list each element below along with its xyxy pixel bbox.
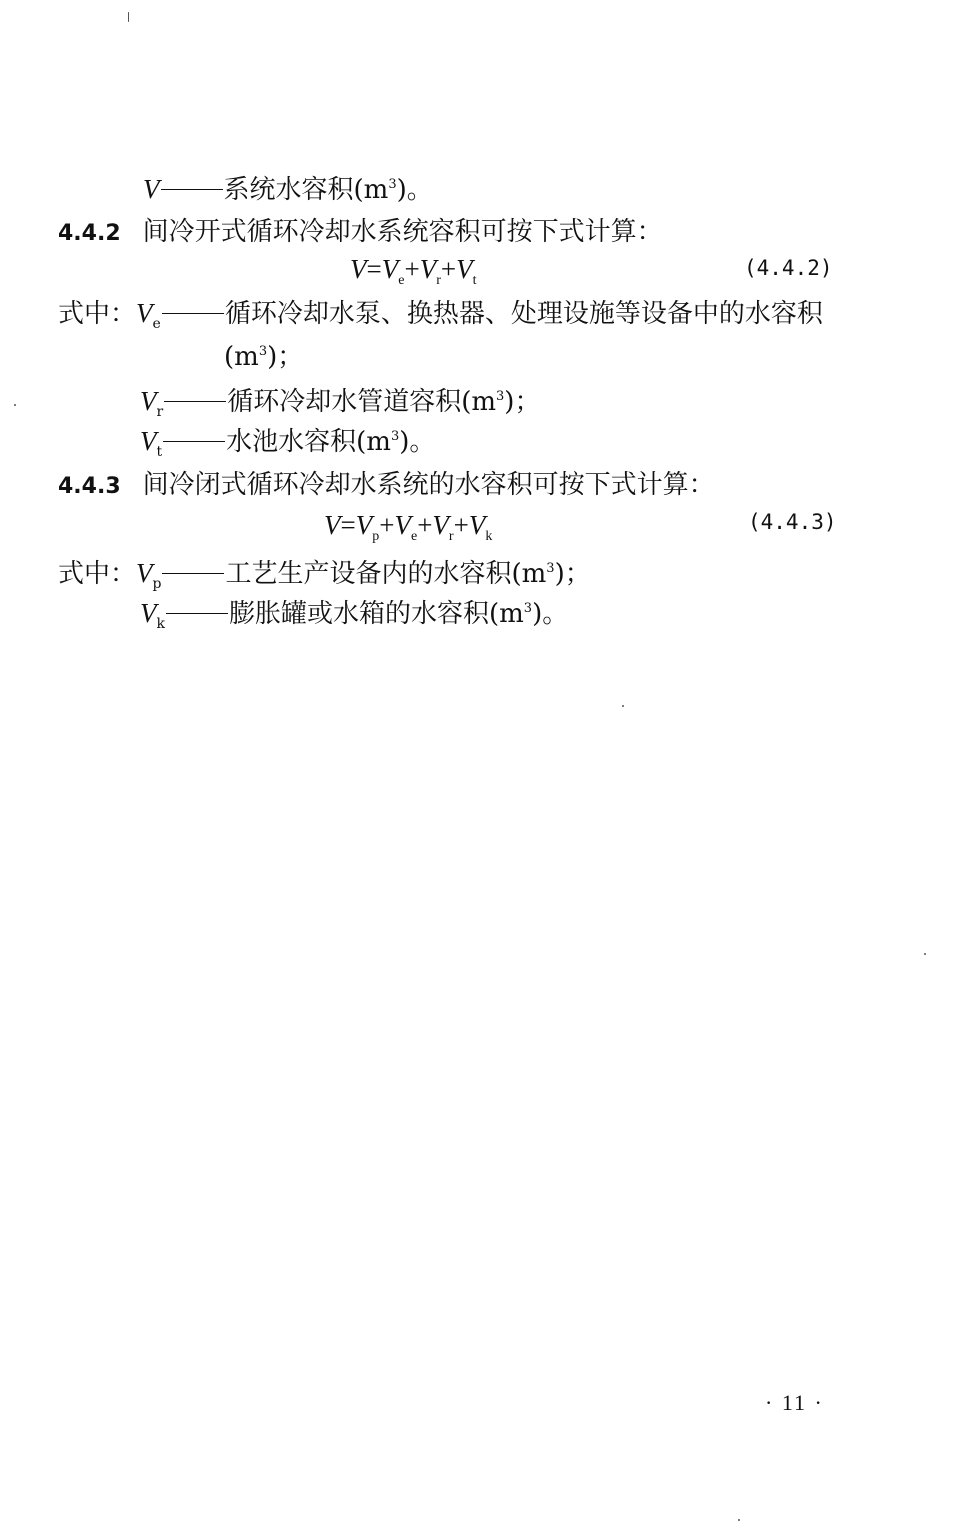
where-prefix: 式中：	[58, 299, 137, 329]
vr-definition-text: 循环冷却水管道容积(m	[227, 387, 497, 417]
clause-text: 间冷闭式循环冷却水系统的水容积可按下式计算：	[142, 470, 715, 500]
superscript: 3	[496, 389, 505, 404]
eq-var-ve: V	[381, 254, 399, 284]
var-v: V	[143, 174, 160, 204]
eq-plus: +	[453, 510, 469, 540]
var-vr: V	[140, 386, 157, 416]
subscript-p: p	[152, 576, 162, 592]
eq-sub-e: e	[410, 529, 418, 544]
em-dash	[164, 401, 226, 402]
ve-definition-text: 循环冷却水泵、换热器、处理设施等设备中的水容积	[224, 299, 823, 329]
equation-4-4-2	[350, 256, 476, 288]
eq-sub-k: k	[485, 529, 493, 544]
clause-4-4-2	[58, 219, 663, 245]
eq-var-vk: V	[468, 510, 486, 540]
clause-4-4-3	[58, 472, 715, 498]
eq-sub-p: p	[372, 529, 380, 544]
unit-close: )；	[267, 342, 304, 372]
eq-plus: +	[440, 254, 457, 284]
eq-plus: +	[417, 510, 433, 540]
clause-text: 间冷开式循环冷却水系统容积可按下式计算：	[142, 217, 663, 247]
vt-definition	[140, 428, 435, 459]
eq-sub-r: r	[448, 529, 454, 544]
eq-var-ve: V	[394, 510, 411, 540]
scan-speck	[128, 12, 129, 22]
eq-sub-t: t	[472, 273, 477, 288]
subscript-k: k	[156, 616, 165, 632]
subscript-e: e	[152, 316, 161, 332]
vt-definition-end: )。	[399, 427, 436, 457]
var-vt: V	[140, 426, 157, 456]
clause-number: 4.4.3	[58, 474, 121, 499]
v-definition	[143, 176, 433, 203]
var-vk: V	[140, 598, 157, 628]
scan-speck	[622, 705, 624, 707]
eq-var-vr: V	[432, 510, 449, 540]
v-definition-text: 系统水容积(m	[223, 175, 389, 205]
vk-definition	[140, 600, 568, 631]
clause-number: 4.4.2	[58, 221, 121, 246]
eq-var-v: V	[350, 254, 367, 284]
vt-definition-text: 水池水容积(m	[226, 427, 391, 457]
eq-var-vt: V	[456, 254, 473, 284]
vp-definition-end: )；	[554, 559, 591, 589]
em-dash	[163, 441, 225, 442]
eq-var-vr: V	[419, 254, 437, 284]
scan-speck	[14, 404, 16, 406]
superscript: 3	[388, 177, 397, 192]
equation-4-4-3	[324, 512, 492, 544]
var-ve: V	[136, 298, 153, 328]
eq-var-v: V	[324, 510, 341, 540]
em-dash	[161, 189, 223, 190]
eq-plus: +	[379, 510, 395, 540]
eq-equals: =	[366, 254, 382, 284]
ve-definition-continued	[224, 344, 303, 370]
v-definition-end: )。	[396, 175, 433, 205]
ve-definition	[58, 300, 823, 331]
scan-speck	[924, 953, 926, 955]
eq-var-vp: V	[355, 510, 373, 540]
where-prefix: 式中：	[58, 559, 137, 589]
eq-sub-r: r	[436, 273, 441, 288]
eq-equals: =	[340, 510, 356, 540]
vk-definition-text: 膨胀罐或水箱的水容积(m	[228, 599, 524, 629]
vr-definition	[140, 388, 540, 419]
vp-definition	[58, 560, 591, 591]
var-vp: V	[136, 558, 153, 588]
equation-number-4-4-3: (4.4.3)	[748, 510, 837, 534]
vp-definition-text: 工艺生产设备内的水容积(m	[225, 559, 547, 589]
em-dash	[162, 573, 224, 574]
superscript: 3	[390, 429, 400, 444]
scan-speck	[738, 1519, 740, 1521]
eq-plus: +	[404, 254, 420, 284]
eq-sub-e: e	[398, 273, 405, 288]
unit-open: (m	[224, 342, 259, 372]
superscript: 3	[546, 561, 555, 576]
vr-definition-end: )；	[504, 387, 541, 417]
subscript-r: r	[156, 404, 164, 420]
vk-definition-end: )。	[532, 599, 569, 629]
em-dash	[166, 613, 228, 614]
equation-number-4-4-2: (4.4.2)	[744, 256, 833, 280]
superscript: 3	[258, 344, 268, 359]
em-dash	[162, 313, 224, 314]
page-number: · 11 ·	[765, 1390, 824, 1415]
subscript-t: t	[156, 444, 163, 460]
superscript: 3	[523, 601, 533, 616]
